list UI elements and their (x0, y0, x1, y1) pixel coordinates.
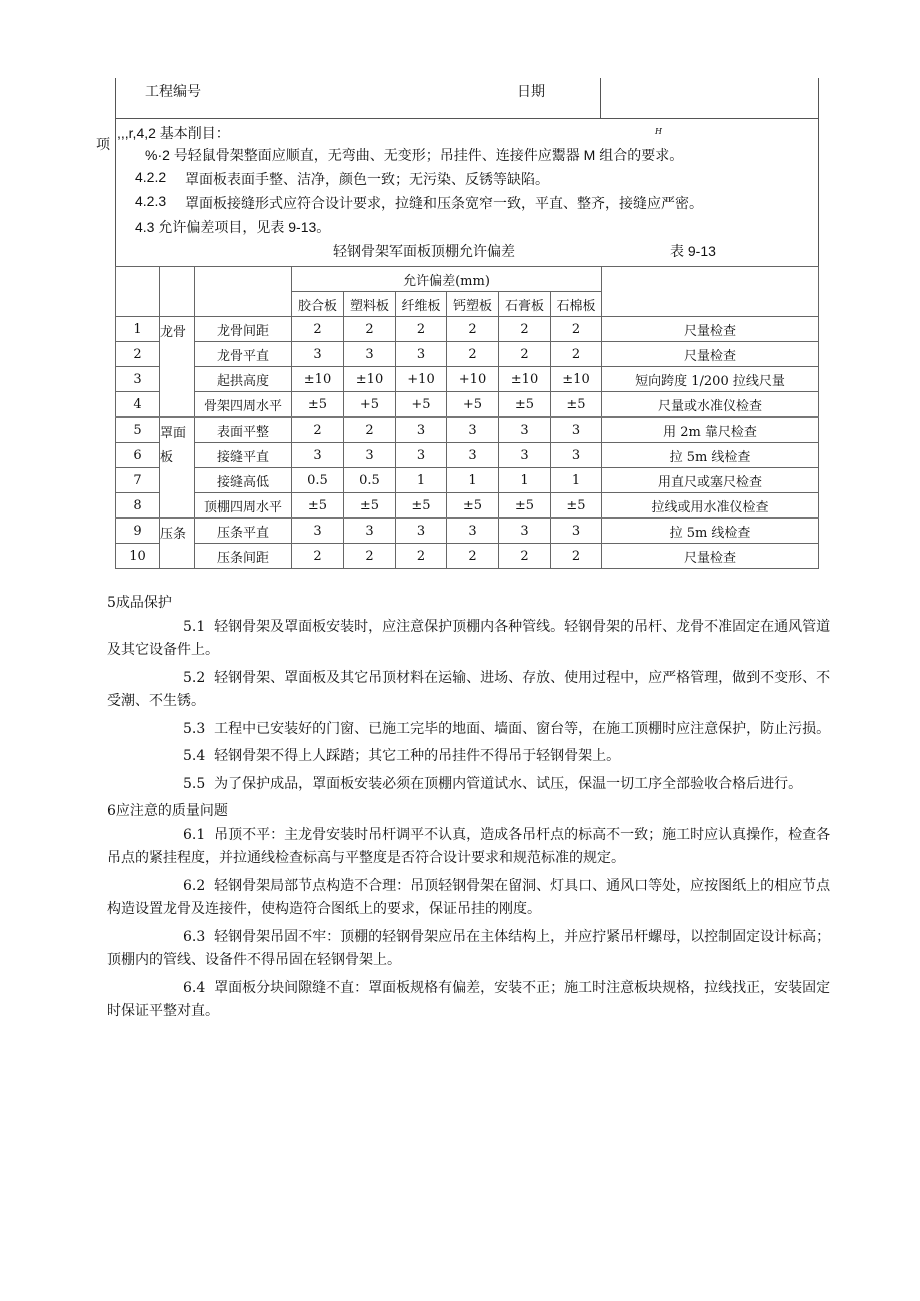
paragraph-number: 5.4 (183, 748, 206, 764)
inspection-method: 尺量检查 (602, 544, 819, 569)
tolerance-value: 0.5 (344, 468, 396, 493)
tolerance-value: 3 (396, 342, 447, 367)
tolerance-value: 3 (551, 417, 602, 443)
group-header: 允许偏差(mm) (292, 267, 602, 292)
tolerance-value: 1 (499, 468, 551, 493)
header-divider (600, 78, 601, 118)
tolerance-value: 2 (551, 342, 602, 367)
table-number: 表 9-13 (670, 243, 716, 259)
column-header: 胶合板 (292, 292, 344, 317)
column-header: 纤维板 (396, 292, 447, 317)
paragraph-text: 轻钢骨架及罩面板安装时，应注意保护顶棚内各种管线。轻钢骨架的吊杆、龙骨不准固定在通风管道及其它设备件上。 (107, 618, 831, 658)
tolerance-value: 2 (499, 317, 551, 342)
section-title: 5成品保护 (107, 595, 172, 611)
tolerance-value: 3 (447, 443, 499, 468)
row-number: 3 (116, 367, 160, 392)
tolerance-value: 2 (447, 544, 499, 569)
tolerance-value: 3 (396, 443, 447, 468)
paragraph-text: 为了保护成品，罩面板安装必须在顶棚内管道试水、试压，保温一切工序全部验收合格后进行。 (214, 775, 803, 792)
table-row (116, 367, 819, 392)
tolerance-value: 3 (499, 417, 551, 443)
intro-line-4-num: 4.2.3 (135, 193, 167, 209)
inspection-method: 拉 5m 线检查 (602, 443, 819, 468)
row-number: 6 (116, 443, 160, 468)
tolerance-value: +5 (447, 392, 499, 418)
header-bottom-line (115, 118, 819, 119)
item-name: 龙骨间距 (195, 317, 292, 342)
tolerance-value: +5 (344, 392, 396, 418)
tolerance-value: ±10 (551, 367, 602, 392)
row-number: 8 (116, 493, 160, 519)
tolerance-value: 3 (447, 518, 499, 544)
section-paragraph (107, 926, 842, 973)
table-row (116, 443, 819, 468)
table-row (116, 518, 819, 544)
tolerance-value: ±5 (499, 493, 551, 519)
item-name: 压条平直 (195, 518, 292, 544)
paragraph-number: 5.3 (183, 720, 206, 737)
tolerance-value: 0.5 (292, 468, 344, 493)
row-group: 压条 (160, 518, 195, 569)
paragraph-text: 罩面板分块间隙缝不直：罩面板规格有偏差，安装不正；施工时注意板块规格，拉线找正，安装固定时保证平整对直。 (107, 979, 831, 1019)
tolerance-value: 2 (499, 342, 551, 367)
tolerance-value: 3 (292, 342, 344, 367)
tolerance-table (115, 266, 819, 569)
tolerance-value: 1 (396, 468, 447, 493)
paragraph-number: 6.4 (183, 979, 206, 996)
tolerance-value: 3 (396, 518, 447, 544)
tolerance-value: ±5 (551, 493, 602, 519)
paragraph-text: 轻钢骨架局部节点构造不合理：吊顶轻钢骨架在留洞、灯具口、通风口等处，应按图纸上的相应节点构造设置龙骨及连接件，使构造符合图纸上的要求，保证吊挂的刚度。 (107, 877, 831, 917)
intro-line-3-num: 4.2.2 (135, 169, 167, 185)
tolerance-value: 3 (344, 342, 396, 367)
tolerance-value: 3 (344, 518, 396, 544)
section-paragraph (107, 718, 842, 742)
paragraph-number: 5.1 (183, 618, 206, 635)
intro-line-4: 罩面板接缝形式应符合设计要求，拉缝和压条宽窄一致，平直、整齐，接缝应严密。 (185, 195, 703, 211)
row-number: 9 (116, 518, 160, 544)
inspection-method: 拉线或用水准仪检查 (602, 493, 819, 519)
intro-line-2: %·2 号轻鼠骨架整面应顺直，无弯曲、无变形；吊挂件、连接件应鬻器 M 组合的要求。 (145, 147, 684, 163)
section-paragraph (107, 667, 842, 714)
row-group: 罩面板 (160, 417, 195, 518)
tolerance-value: 3 (551, 443, 602, 468)
tolerance-value: 2 (551, 317, 602, 342)
tolerance-value: 3 (292, 443, 344, 468)
table-title: 轻钢骨架军面板顶棚允许偏差 (333, 243, 515, 259)
item-name: 顶棚四周水平 (195, 493, 292, 519)
intro-mark: H (655, 127, 662, 136)
item-name: 起拱高度 (195, 367, 292, 392)
tolerance-value: ±5 (447, 493, 499, 519)
section-paragraph (107, 616, 842, 663)
paragraph-text: 工程中已安装好的门窗、已施工完毕的地面、墙面、窗台等，在施工顶棚时应注意保护，防止污损。 (214, 720, 831, 737)
tolerance-value: ±5 (499, 392, 551, 418)
table-row (116, 317, 819, 342)
tolerance-value: 3 (447, 417, 499, 443)
section-title: 6应注意的质量问题 (107, 803, 228, 819)
tolerance-value: 2 (344, 317, 396, 342)
side-label: 项 (96, 137, 110, 153)
inspection-method: 用 2m 靠尺检查 (602, 417, 819, 443)
tolerance-value: 1 (447, 468, 499, 493)
column-header: 石膏板 (499, 292, 551, 317)
intro-line-5: 4.3 允许偏差项目，见表 9-13。 (135, 219, 331, 235)
tolerance-value: 3 (344, 443, 396, 468)
inspection-method: 尺量或水准仪检查 (602, 392, 819, 418)
tolerance-value: ±10 (499, 367, 551, 392)
tolerance-value: +10 (396, 367, 447, 392)
table-row (116, 493, 819, 519)
tolerance-value: +10 (447, 367, 499, 392)
tolerance-value: ±10 (344, 367, 396, 392)
tolerance-value: 2 (447, 342, 499, 367)
table-row (116, 392, 819, 418)
item-name: 表面平整 (195, 417, 292, 443)
column-header: 钙塑板 (447, 292, 499, 317)
inspection-method: 拉 5m 线检查 (602, 518, 819, 544)
item-name: 龙骨平直 (195, 342, 292, 367)
paragraph-number: 5.5 (183, 775, 206, 792)
tolerance-value: +5 (396, 392, 447, 418)
tolerance-value: 2 (396, 544, 447, 569)
tolerance-value: ±5 (292, 493, 344, 519)
item-name: 接缝高低 (195, 468, 292, 493)
tolerance-value: 3 (499, 518, 551, 544)
tolerance-value: 2 (344, 544, 396, 569)
tolerance-value: 2 (292, 317, 344, 342)
paragraph-text: 轻钢骨架吊固不牢：顶棚的轻钢骨架应吊在主体结构上，并应拧紧吊杆螺母，以控制固定设计标高；顶棚内的管线、设备件不得吊固在轻钢骨架上。 (107, 928, 831, 968)
tolerance-value: 2 (396, 317, 447, 342)
tolerance-value: 2 (499, 544, 551, 569)
paragraph-number: 6.1 (183, 826, 206, 843)
project-no-label: 工程编号 (145, 83, 201, 99)
tolerance-value: ±5 (551, 392, 602, 418)
item-name: 骨架四周水平 (195, 392, 292, 418)
frame-right-line (818, 78, 819, 266)
column-header: 塑料板 (344, 292, 396, 317)
intro-line-1: ,,,r,4,2 基本削目： (117, 125, 230, 141)
tolerance-value: 3 (499, 443, 551, 468)
row-number: 1 (116, 317, 160, 342)
section-paragraph (107, 745, 842, 769)
tolerance-value: 3 (292, 518, 344, 544)
tolerance-value: 3 (396, 417, 447, 443)
tolerance-value: 2 (292, 417, 344, 443)
row-number: 10 (116, 544, 160, 569)
table-row (116, 342, 819, 367)
inspection-method: 尺量检查 (602, 342, 819, 367)
paragraph-number: 6.3 (183, 928, 206, 945)
section-paragraph (107, 977, 842, 1024)
inspection-method: 尺量检查 (602, 317, 819, 342)
table-row (116, 417, 819, 443)
frame-left-line (115, 78, 116, 266)
tolerance-value: ±5 (292, 392, 344, 418)
body-sections (107, 592, 842, 1028)
tolerance-value: 2 (292, 544, 344, 569)
row-number: 4 (116, 392, 160, 418)
tolerance-value: 3 (551, 518, 602, 544)
date-label: 日期 (517, 83, 545, 99)
paragraph-number: 5.2 (183, 669, 206, 686)
row-number: 7 (116, 468, 160, 493)
item-name: 接缝平直 (195, 443, 292, 468)
row-number: 2 (116, 342, 160, 367)
tolerance-value: ±5 (344, 493, 396, 519)
tolerance-value: 1 (551, 468, 602, 493)
table-row (116, 468, 819, 493)
section-paragraph (107, 824, 842, 871)
paragraph-text: 轻钢骨架、罩面板及其它吊顶材料在运输、进场、存放、使用过程中，应严格管理，做到不变形、不受潮、不生锈。 (107, 669, 831, 709)
paragraph-number: 6.2 (183, 877, 206, 894)
inspection-method: 短向跨度 1/200 拉线尺量 (602, 367, 819, 392)
tolerance-value: 2 (551, 544, 602, 569)
tolerance-value: 2 (344, 417, 396, 443)
paragraph-text: 轻钢骨架不得上人踩踏；其它工种的吊挂件不得吊于轻钢骨架上。 (214, 748, 621, 764)
intro-line-3: 罩面板表面手整、洁净，颜色一致；无污染、反锈等缺陷。 (185, 171, 549, 187)
tolerance-value: 2 (447, 317, 499, 342)
paragraph-text: 吊顶不平：主龙骨安装时吊杆调平不认真，造成各吊杆点的标高不一致；施工时应认真操作，检查各吊点的紧挂程度，并拉通线检查标高与平整度是否符合设计要求和规范标准的规定。 (107, 826, 831, 866)
item-name: 压条间距 (195, 544, 292, 569)
tolerance-value: ±10 (292, 367, 344, 392)
row-number: 5 (116, 417, 160, 443)
row-group: 龙骨 (160, 317, 195, 418)
section-paragraph (107, 875, 842, 922)
section-paragraph (107, 773, 842, 797)
tolerance-value: ±5 (396, 493, 447, 519)
column-header: 石棉板 (551, 292, 602, 317)
inspection-method: 用直尺或塞尺检查 (602, 468, 819, 493)
table-row (116, 544, 819, 569)
